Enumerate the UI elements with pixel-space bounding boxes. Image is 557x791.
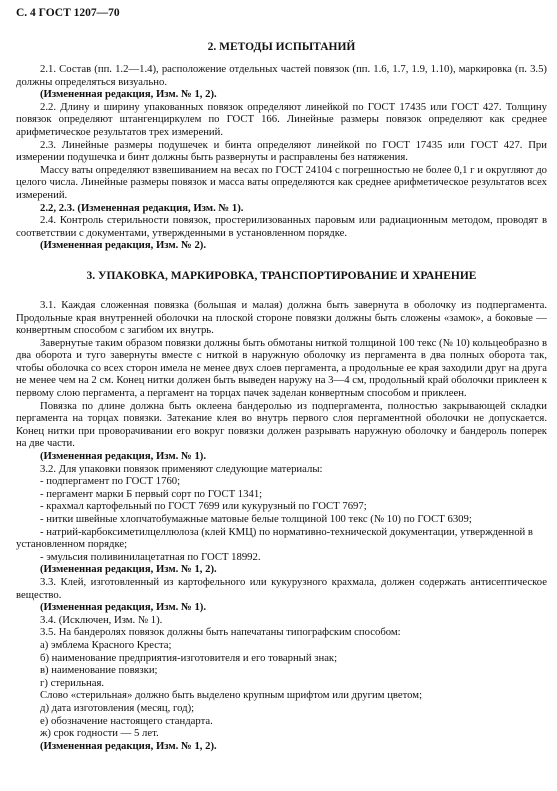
section3-paragraph: г) стерильная. bbox=[40, 676, 105, 689]
section3-paragraph: - подпергамент по ГОСТ 1760; bbox=[40, 475, 181, 488]
section3-paragraph: е) обозначение настоящего стандарта. bbox=[40, 714, 213, 727]
section2-paragraph: 2.1. Состав (пп. 1.2—1.4), расположение отдельных частей повязок (пп. 1.6, 1.7, 1.9, 1.10), маркировка (п. 3.5) должны определяться визуально. bbox=[16, 63, 547, 88]
section3-paragraph: в) наименование повязки; bbox=[40, 664, 158, 677]
section2-paragraph: Массу ваты определяют взвешиванием на весах по ГОСТ 24104 с погрешностью не более 0,1 г и округляют до целого числа. Линейные размеры повязок и масса ваты определяются как среднее арифметическое результатов всех измерений. bbox=[16, 163, 547, 201]
section3-paragraph: - натрий-карбоксиметилцеллюлоза (клей КМЦ) по нормативно-технической документации, утвержденной в установленном порядке; bbox=[16, 525, 533, 551]
section3-paragraph: (Измененная редакция, Изм. № 1, 2). bbox=[40, 739, 217, 752]
section3-paragraph: (Измененная редакция, Изм. № 1, 2). bbox=[40, 563, 217, 576]
section3-paragraph: - крахмал картофельный по ГОСТ 7699 или кукурузный по ГОСТ 7697; bbox=[40, 500, 367, 513]
section2-paragraph: 2.3. Линейные размеры подушечек и бинта определяют линейкой по ГОСТ 17435 или ГОСТ 427. При измерении подушечка и бинт должны быть развернуты и расправлены без натяжения. bbox=[16, 138, 547, 164]
section3-paragraph: (Измененная редакция, Изм. № 1). bbox=[40, 601, 207, 614]
section3-paragraph: - нитки швейные хлопчатобумажные матовые белые толщиной 100 текс (№ 10) по ГОСТ 6309; bbox=[40, 513, 472, 525]
section-2-title: 2. МЕТОДЫ ИСПЫТАНИЙ bbox=[207, 41, 356, 53]
section3-paragraph: - пергамент марки Б первый сорт по ГОСТ 1341; bbox=[40, 487, 263, 500]
section2-paragraph: (Измененная редакция, Изм. № 2). bbox=[40, 239, 207, 252]
section3-paragraph: 3.4. (Исключен, Изм. № 1). bbox=[40, 613, 163, 626]
page-header: С. 4 ГОСТ 1207—70 bbox=[16, 7, 120, 19]
section3-paragraph: - эмульсия поливинилацетатная по ГОСТ 18992. bbox=[40, 550, 261, 563]
section3-paragraph: а) эмблема Красного Креста; bbox=[40, 638, 172, 651]
section2-paragraph: 2.2, 2.3. (Измененная редакция, Изм. № 1). bbox=[40, 201, 244, 214]
section-2-body bbox=[16, 63, 547, 252]
section3-paragraph: д) дата изготовления (месяц, год); bbox=[40, 701, 195, 714]
section-3-title: 3. УПАКОВКА, МАРКИРОВКА, ТРАНСПОРТИРОВАНИЕ И ХРАНЕНИЕ bbox=[86, 269, 477, 282]
section2-paragraph: 2.4. Контроль стерильности повязок, простерилизованных паровым или радиационным методом, проводят в соответствии с документами, утвержденными в установленном порядке. bbox=[16, 214, 547, 239]
section3-paragraph: 3.2. Для упаковки повязок применяют следующие материалы: bbox=[40, 462, 323, 475]
section3-paragraph: Повязка по длине должна быть оклеена бандеролью из подпергамента, полностью закрывающей складки пергамента на торцах повязки. Затекание клея во внутрь первого слоя пергаментной оболочки не допускается. Конец нитки при проворачивании его вокруг повязки должен разрывать наружную оболочку и бандероль поперек на две части. bbox=[16, 399, 547, 450]
section3-paragraph: б) наименование предприятия-изготовителя и его товарный знак; bbox=[40, 651, 338, 664]
section3-paragraph: ж) срок годности — 5 лет. bbox=[40, 727, 159, 740]
section2-paragraph: 2.2. Длину и ширину упакованных повязок определяют линейкой по ГОСТ 17435 или ГОСТ 427. Толщину повязок определяют штангенциркулем по ГОСТ 166. Линейные размеры повязок определяют как среднее арифметическое результатов трех измерений. bbox=[16, 100, 547, 138]
section3-paragraph: 3.5. На бандеролях повязок должны быть напечатаны типографским способом: bbox=[40, 626, 401, 639]
section3-paragraph: 3.1. Каждая сложенная повязка (большая и малая) должна быть завернута в оболочку из подпергамента. Продольные края внутренней оболочки на плоской стороне повязки должны быть сложены «замок», а боковые — конвертным способом с загибом их внутрь. bbox=[16, 298, 547, 337]
section-3-body bbox=[16, 299, 547, 752]
section3-paragraph: Слово «стерильная» должно быть выделено крупным шрифтом или другим цветом; bbox=[40, 689, 423, 702]
section3-paragraph: Завернутые таким образом повязки должны быть обмотаны ниткой толщиной 100 текс (№ 10) кольцеобразно в два оборота и туго завернуты вместе с ниткой в наружную оболочку из пергамента в два полных оборота так, чтобы оболочка со всех сторон имела не менее двух слоев пергамента, а продольные ее края заходили друг на друга не менее чем на 2 см. Конец нитки должен быть выведен наружу на 3—4 см, продольный край оболочки приклеен к первому слою пергамента, а пергамент на торцах пачек заделан конвертным способом и приклеен. bbox=[16, 336, 547, 400]
section3-paragraph: (Измененная редакция, Изм. № 1). bbox=[40, 450, 207, 463]
section2-paragraph: (Измененная редакция, Изм. № 1, 2). bbox=[40, 88, 217, 101]
section3-paragraph: 3.3. Клей, изготовленный из картофельного или кукурузного крахмала, должен содержать антисептическое вещество. bbox=[16, 575, 547, 601]
